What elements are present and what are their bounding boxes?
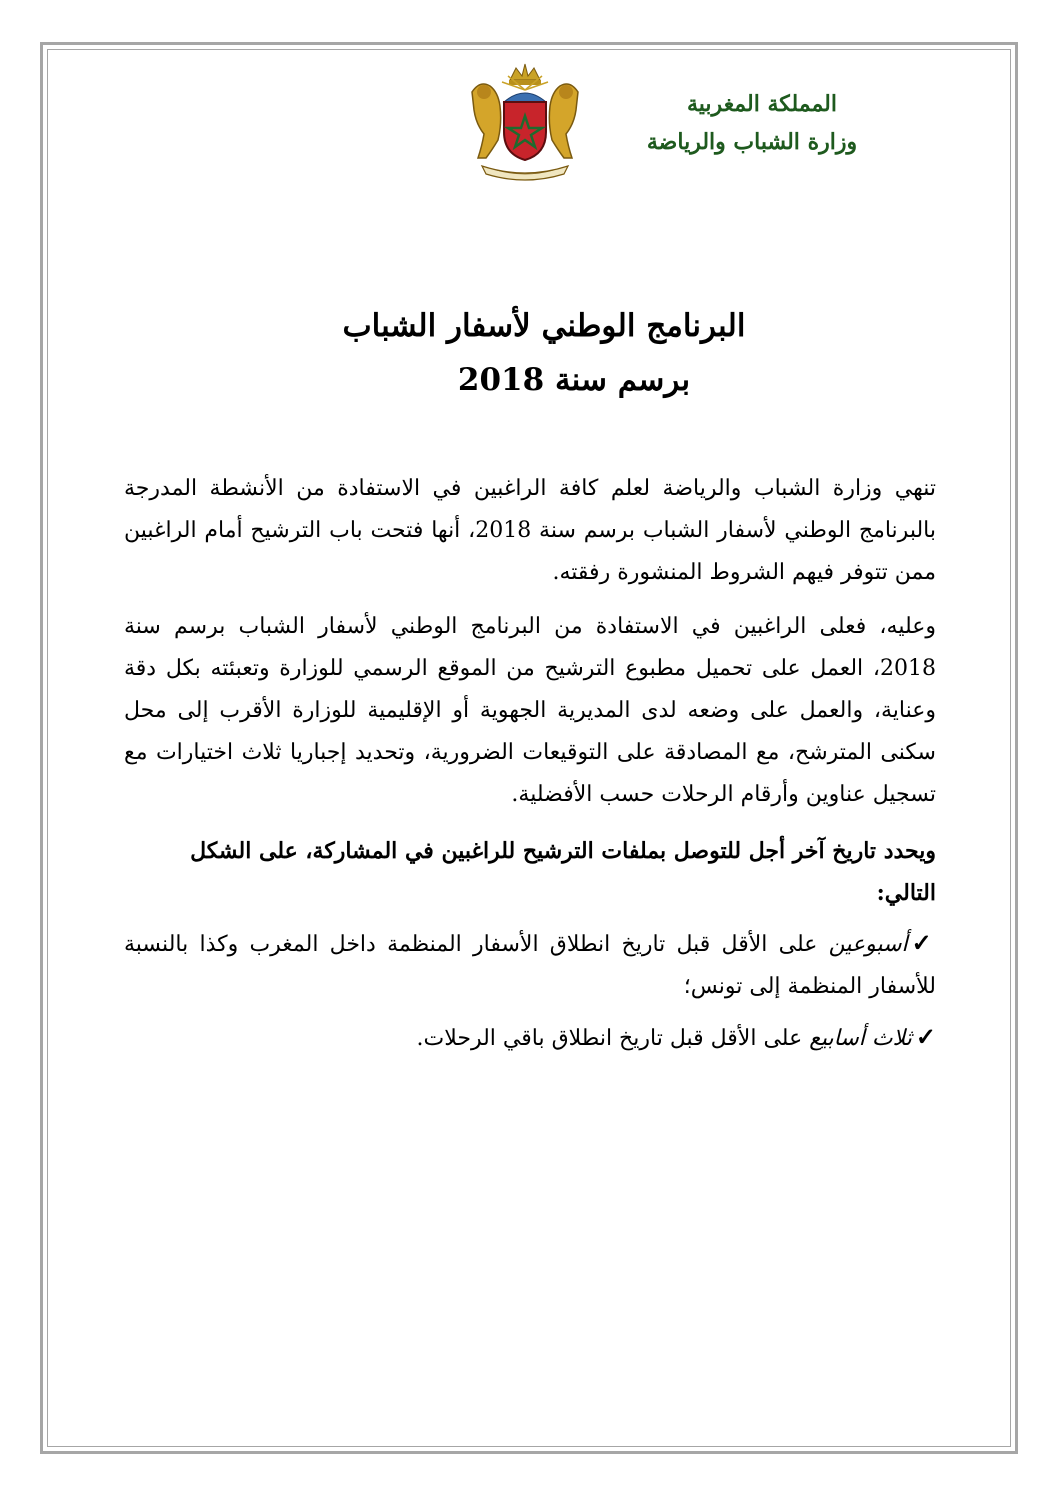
bullet-lead: ثلاث أسابيع (809, 1026, 912, 1051)
document-title (120, 302, 938, 404)
bullet-item (124, 922, 936, 1008)
document-body (124, 468, 936, 1068)
title-line-1: البرنامج الوطني لأسفار الشباب (342, 308, 746, 344)
ministry-header (632, 88, 892, 158)
paragraph-announcement: تنهي وزارة الشباب والرياضة لعلم كافة الراغبين في الاستفادة من الأنشطة المدرجة بالبرنامج الوطني لأسفار الشباب برسم سنة 2018، أنها فتحت باب الترشيح أمام الراغبين ممن تتوفر فيهم الشروط المنشورة رفقته. (124, 476, 936, 585)
bullet-item (124, 1016, 936, 1060)
bullet-text: على الأقل قبل تاريخ انطلاق الأسفار المنظمة داخل المغرب وكذا بالنسبة للأسفار المنظمة إلى تونس؛ (124, 932, 936, 999)
bullet-lead: أسبوعين (828, 932, 908, 957)
paragraph-instructions: وعليه، فعلى الراغبين في الاستفادة من البرنامج الوطني لأسفار الشباب برسم سنة 2018، العمل على تحميل مطبوع الترشيح من الموقع الرسمي للوزارة وتعبئته بكل دقة وعناية، والعمل على وضعه لدى المديرية الجهوية أو الإقليمية للوزارة الأقرب إلى محل سكنى المترشح، مع المصادقة على التوقيعات الضرورية، وتحديد إجباريا ثلاث اختيارات مع تسجيل عناوين وأرقام الرحلات حسب الأفضلية. (124, 614, 936, 807)
kingdom-name: المملكة المغربية (687, 91, 837, 117)
bullet-text: على الأقل قبل تاريخ انطلاق باقي الرحلات. (416, 1026, 810, 1051)
checkmark-icon: ✓ (915, 1022, 936, 1051)
deadline-heading: ويحدد تاريخ آخر أجل للتوصل بملفات الترشيح للراغبين في المشاركة، على الشكل التالي: (190, 838, 936, 906)
title-line-2: برسم سنة 2018 (457, 362, 691, 398)
ministry-name: وزارة الشباب والرياضة (646, 129, 858, 155)
coat-of-arms-emblem (462, 62, 588, 184)
checkmark-icon: ✓ (911, 928, 936, 957)
